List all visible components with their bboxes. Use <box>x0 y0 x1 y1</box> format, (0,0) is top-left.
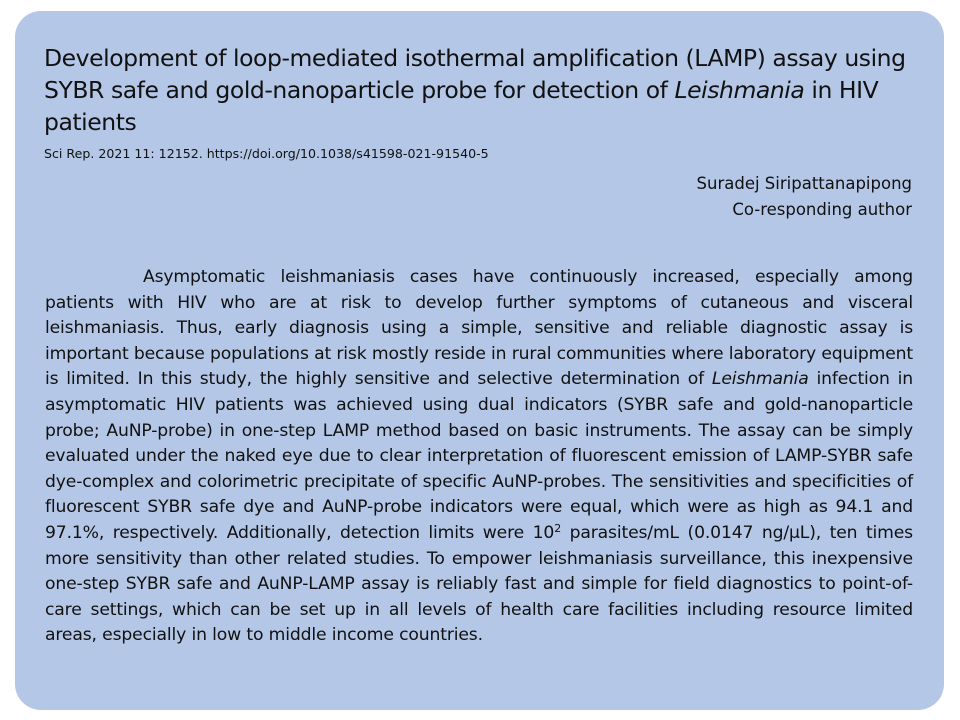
author-block <box>697 171 912 223</box>
abstract-paragraph <box>45 265 913 649</box>
title-genus-italic: Leishmania <box>674 76 805 104</box>
abstract-text-1: Asymptomatic leishmaniasis cases have continuously increased, especially among patients with HIV who are at risk to develop further symptoms of cutaneous and visceral leishmaniasis. Thus, early diagnosis using a simple, sensitive and reliable diagnostic assay is important because populations at risk mostly reside in rural communities where laboratory equipment is limited. In this study, the highly sensitive and selective determination of <box>45 267 914 390</box>
author-role: Co-responding author <box>732 200 912 219</box>
author-name: Suradej Siripattanapipong <box>696 174 912 193</box>
title-text-start: Development of loop-mediated isothermal amplification (LAMP) assay using SYBR safe and gold-nanoparticle probe for detection of <box>44 44 906 104</box>
abstract-exponent: 2 <box>554 521 562 535</box>
abstract-text-2: infection in asymptomatic HIV patients was achieved using dual indicators (SYBR safe and gold-nanoparticle probe; AuNP-probe) in one-step LAMP method based on basic instruments. The assay can be simply evaluated under the naked eye due to clear interpretation of fluorescent emission of LAMP-SYBR safe dye-complex and colorimetric precipitate of specific AuNP-probes. The sensitivities and specificities of fluorescent SYBR safe dye and AuNP-probe indicators were equal, which were as high as 94.1 and 97.1%, respectively. Additionally, detection limits were 10 <box>45 369 913 543</box>
title-text-end: in HIV patients <box>44 76 879 136</box>
paper-title <box>44 42 924 138</box>
abstract-card <box>15 11 944 710</box>
abstract-text-3: parasites/mL (0.0147 ng/μL), ten times more sensitivity than other related studies. To empower leishmaniasis surveillance, this inexpensive one-step SYBR safe and AuNP-LAMP assay is reliably fast and simple for field diagnostics to point-of-care settings, which can be set up in all levels of health care facilities including resource limited areas, especially in low to middle income countries. <box>45 522 913 646</box>
abstract-genus-italic: Leishmania <box>711 369 809 390</box>
citation: Sci Rep. 2021 11: 12152. https://doi.org/10.1038/s41598-021-91540-5 <box>44 146 489 161</box>
